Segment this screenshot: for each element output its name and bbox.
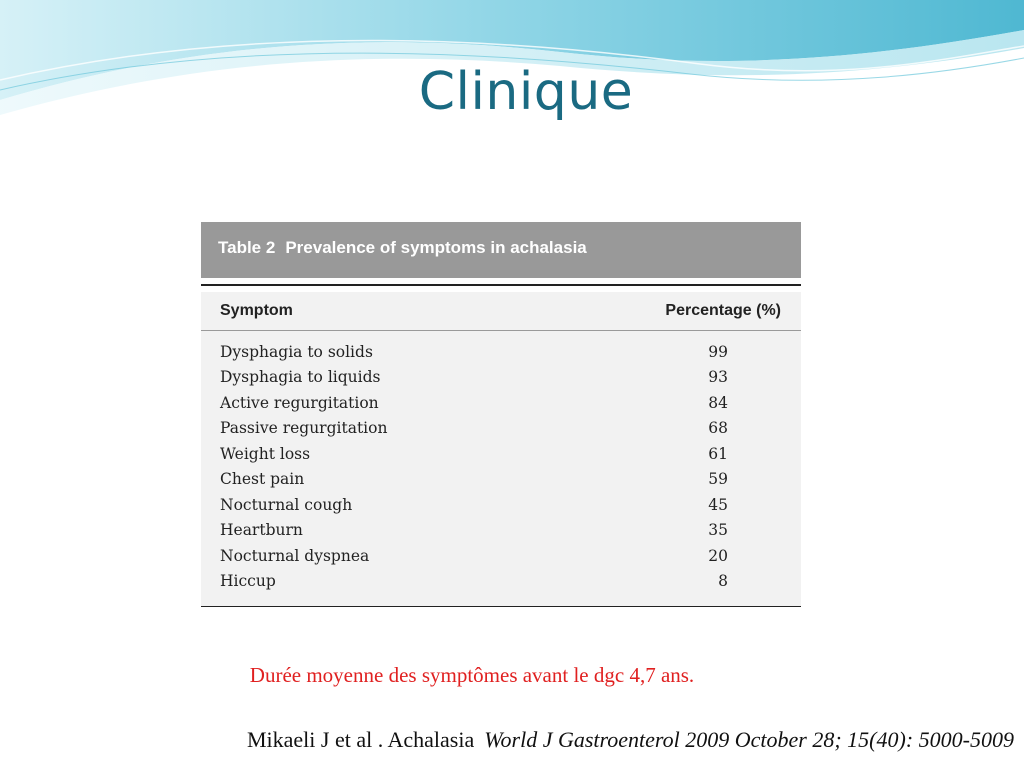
percentage-cell: 61 — [708, 444, 728, 463]
symptom-cell: Dysphagia to solids — [220, 342, 373, 361]
table-row — [201, 543, 801, 569]
slide-title: Clinique — [418, 62, 634, 122]
symptom-cell: Passive regurgitation — [220, 419, 388, 438]
table-row — [201, 339, 801, 365]
citation-authors: Mikaeli J et al . Achalasia — [246, 727, 475, 752]
table-row — [201, 365, 801, 391]
table-row — [201, 441, 801, 467]
symptom-cell: Nocturnal dyspnea — [220, 546, 370, 565]
table-row — [201, 492, 801, 518]
percentage-cell: 99 — [708, 342, 728, 361]
symptom-cell: Nocturnal cough — [220, 495, 353, 514]
symptom-cell: Active regurgitation — [220, 393, 379, 412]
table-rows — [201, 331, 801, 606]
table-row — [201, 390, 801, 416]
table-body — [201, 292, 801, 606]
citation-journal: World J Gastroenterol 2009 October 28; 15(40): 5000-5009 — [484, 727, 1014, 752]
percentage-cell: 8 — [718, 572, 728, 591]
symptom-cell: Heartburn — [220, 521, 303, 540]
symptom-cell: Weight loss — [220, 444, 311, 463]
table-row — [201, 416, 801, 442]
percentage-cell: 45 — [708, 495, 728, 514]
column-header-percentage: Percentage (%) — [665, 302, 781, 319]
percentage-cell: 20 — [708, 546, 728, 565]
symptom-cell: Dysphagia to liquids — [220, 368, 381, 387]
table-row — [201, 569, 801, 595]
percentage-cell: 68 — [708, 419, 728, 438]
table-caption-title: Prevalence of symptoms in achalasia — [285, 238, 587, 257]
percentage-cell: 84 — [708, 393, 728, 412]
percentage-cell: 59 — [708, 470, 728, 489]
table-row — [201, 467, 801, 493]
citation — [247, 727, 1014, 753]
symptom-cell: Chest pain — [220, 470, 305, 489]
table-caption — [201, 222, 801, 278]
symptom-cell: Hiccup — [220, 572, 276, 591]
table-row — [201, 518, 801, 544]
table-caption-number: Table 2 — [218, 238, 276, 257]
table-header-row — [201, 292, 801, 331]
duration-note: Durée moyenne des symptômes avant le dgc 4,7 ans. — [249, 663, 695, 687]
percentage-cell: 93 — [708, 368, 728, 387]
column-header-symptom: Symptom — [220, 302, 293, 319]
symptom-table — [201, 222, 801, 607]
table-top-rule — [201, 284, 801, 286]
percentage-cell: 35 — [708, 521, 728, 540]
table-bottom-rule — [201, 606, 801, 607]
